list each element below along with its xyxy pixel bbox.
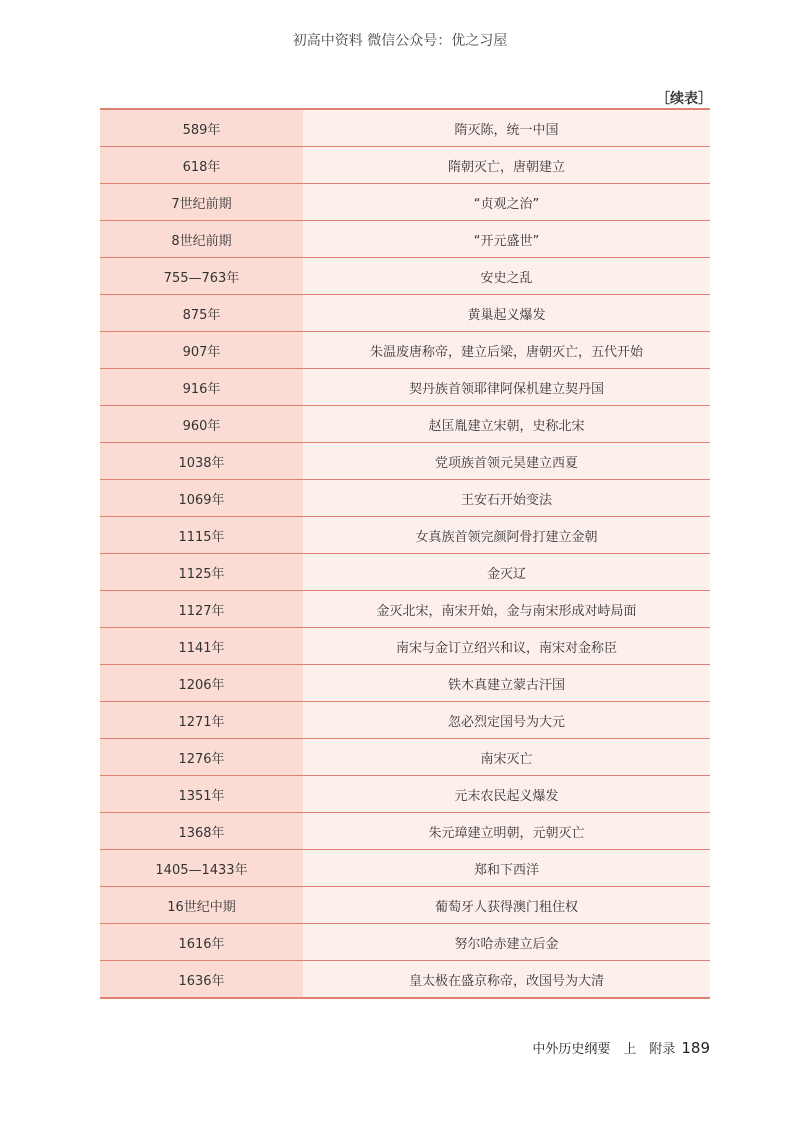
table-row — [100, 554, 710, 591]
table-row — [100, 184, 710, 221]
event-cell: 隋灭陈，统一中国 — [303, 110, 710, 146]
event-cell: 努尔哈赤建立后金 — [303, 924, 710, 960]
year-cell: 1141年 — [100, 628, 303, 664]
event-cell: 金灭北宋，南宋开始，金与南宋形成对峙局面 — [303, 591, 710, 627]
table-row — [100, 776, 710, 813]
table-row — [100, 147, 710, 184]
book-title: 中外历史纲要 上 附录 — [532, 1042, 676, 1057]
table-row — [100, 850, 710, 887]
continued-label: ［续表］ — [656, 91, 712, 107]
table-row — [100, 480, 710, 517]
table-row — [100, 332, 710, 369]
year-cell: 7世纪前期 — [100, 184, 303, 220]
year-cell: 1127年 — [100, 591, 303, 627]
year-cell: 1206年 — [100, 665, 303, 701]
event-cell: 契丹族首领耶律阿保机建立契丹国 — [303, 369, 710, 405]
timeline-table — [100, 108, 710, 999]
year-cell: 916年 — [100, 369, 303, 405]
year-cell: 16世纪中期 — [100, 887, 303, 923]
table-row — [100, 961, 710, 999]
year-cell: 755—763年 — [100, 258, 303, 294]
year-cell: 1405—1433年 — [100, 850, 303, 886]
table-row — [100, 665, 710, 702]
year-cell: 1616年 — [100, 924, 303, 960]
event-cell: 元末农民起义爆发 — [303, 776, 710, 812]
year-cell: 618年 — [100, 147, 303, 183]
event-cell: 郑和下西洋 — [303, 850, 710, 886]
year-cell: 1271年 — [100, 702, 303, 738]
year-cell: 1115年 — [100, 517, 303, 553]
table-row — [100, 258, 710, 295]
year-cell: 8世纪前期 — [100, 221, 303, 257]
table-row — [100, 887, 710, 924]
table-row — [100, 517, 710, 554]
table-row — [100, 369, 710, 406]
event-cell: 金灭辽 — [303, 554, 710, 590]
event-cell: 忽必烈定国号为大元 — [303, 702, 710, 738]
event-cell: 南宋灭亡 — [303, 739, 710, 775]
year-cell: 1351年 — [100, 776, 303, 812]
event-cell: 隋朝灭亡，唐朝建立 — [303, 147, 710, 183]
year-cell: 875年 — [100, 295, 303, 331]
event-cell: “贞观之治” — [303, 184, 710, 220]
year-cell: 1125年 — [100, 554, 303, 590]
event-cell: 南宋与金订立绍兴和议，南宋对金称臣 — [303, 628, 710, 664]
page-number: 189 — [681, 1039, 710, 1057]
table-row — [100, 591, 710, 628]
event-cell: 安史之乱 — [303, 258, 710, 294]
event-cell: 葡萄牙人获得澳门租住权 — [303, 887, 710, 923]
table-row — [100, 924, 710, 961]
table-row — [100, 221, 710, 258]
event-cell: 赵匡胤建立宋朝，史称北宋 — [303, 406, 710, 442]
table-row — [100, 295, 710, 332]
table-row — [100, 443, 710, 480]
year-cell: 1038年 — [100, 443, 303, 479]
year-cell: 1368年 — [100, 813, 303, 849]
page-header: 初高中资料 微信公众号：优之习屋 — [292, 33, 508, 49]
event-cell: 黄巢起义爆发 — [303, 295, 710, 331]
event-cell: 朱元璋建立明朝，元朝灭亡 — [303, 813, 710, 849]
table-row — [100, 739, 710, 776]
year-cell: 589年 — [100, 110, 303, 146]
year-cell: 1069年 — [100, 480, 303, 516]
year-cell: 960年 — [100, 406, 303, 442]
table-row — [100, 406, 710, 443]
event-cell: 朱温废唐称帝，建立后梁，唐朝灭亡，五代开始 — [303, 332, 710, 368]
year-cell: 1636年 — [100, 961, 303, 997]
table-row — [100, 628, 710, 665]
event-cell: 女真族首领完颜阿骨打建立金朝 — [303, 517, 710, 553]
event-cell: 王安石开始变法 — [303, 480, 710, 516]
table-row — [100, 702, 710, 739]
page-footer — [532, 1038, 710, 1057]
year-cell: 907年 — [100, 332, 303, 368]
year-cell: 1276年 — [100, 739, 303, 775]
table-row — [100, 110, 710, 147]
event-cell: 铁木真建立蒙古汗国 — [303, 665, 710, 701]
event-cell: “开元盛世” — [303, 221, 710, 257]
table-row — [100, 813, 710, 850]
event-cell: 党项族首领元昊建立西夏 — [303, 443, 710, 479]
event-cell: 皇太极在盛京称帝，改国号为大清 — [303, 961, 710, 997]
